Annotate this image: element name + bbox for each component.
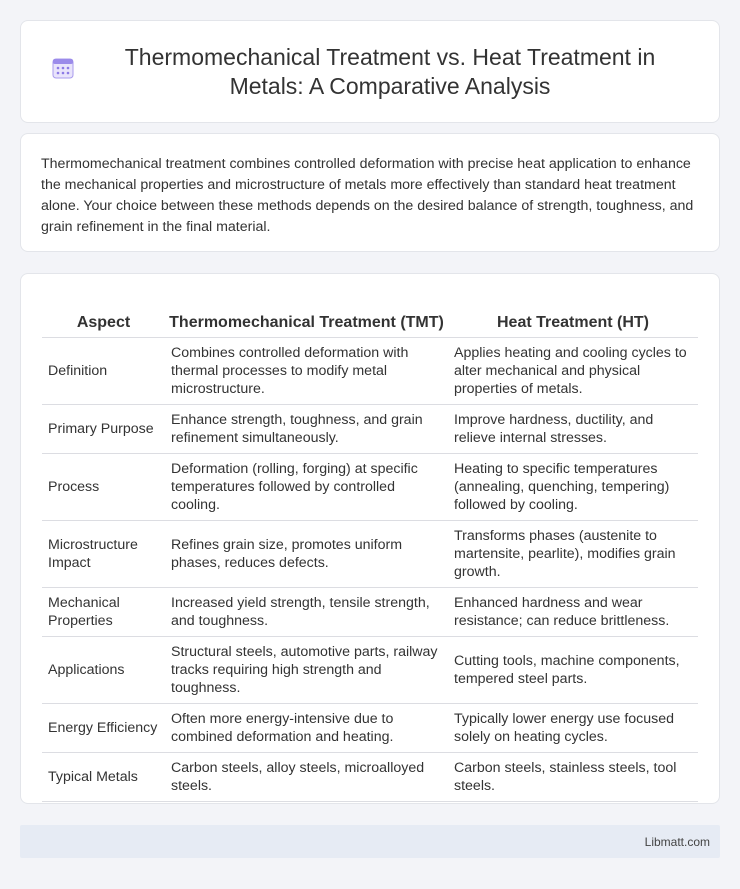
row-tmt-cell: Deformation (rolling, forging) at specific temperatures followed by controlled cooling. (165, 454, 448, 521)
row-tmt-cell: Refines grain size, promotes uniform phases, reduces defects. (165, 521, 448, 588)
title-card (20, 20, 720, 123)
row-ht-cell: Improve hardness, ductility, and relieve internal stresses. (448, 405, 698, 454)
row-tmt-cell: Often more energy-intensive due to combined deformation and heating. (165, 704, 448, 753)
comparison-table (42, 294, 698, 802)
row-ht-cell: Transforms phases (austenite to martensite, pearlite), modifies grain growth. (448, 521, 698, 588)
row-aspect-cell: Mechanical Properties (42, 588, 165, 637)
table-header-row (42, 294, 698, 338)
table-row (42, 454, 698, 521)
footer (20, 825, 720, 858)
row-aspect-cell: Applications (42, 637, 165, 704)
column-header-ht: Heat Treatment (HT) (448, 294, 698, 338)
row-tmt-cell: Carbon steels, alloy steels, microalloyed steels. (165, 753, 448, 802)
calendar-grid-icon (50, 55, 76, 81)
row-ht-cell: Applies heating and cooling cycles to alter mechanical and physical properties of metals. (448, 338, 698, 405)
row-ht-cell: Carbon steels, stainless steels, tool steels. (448, 753, 698, 802)
table-row (42, 704, 698, 753)
row-aspect-cell: Definition (42, 338, 165, 405)
row-aspect-cell: Process (42, 454, 165, 521)
intro-card (20, 133, 720, 252)
row-ht-cell: Typically lower energy use focused solely on heating cycles. (448, 704, 698, 753)
row-ht-cell: Heating to specific temperatures (annealing, quenching, tempering) followed by cooling. (448, 454, 698, 521)
table-row (42, 637, 698, 704)
row-aspect-cell: Energy Efficiency (42, 704, 165, 753)
table-row (42, 753, 698, 802)
row-aspect-cell: Microstructure Impact (42, 521, 165, 588)
title-wrap (50, 43, 690, 101)
intro-paragraph: Thermomechanical treatment combines controlled deformation with precise heat application to enhance the mechanical properties and microstructure of metals more effectively than standard heat treatment alone. Your choice between these methods depends on the desired balance of strength, toughness, and grain refinement in the final material. (41, 156, 694, 235)
table-row (42, 338, 698, 405)
row-ht-cell: Enhanced hardness and wear resistance; can reduce brittleness. (448, 588, 698, 637)
table-row (42, 521, 698, 588)
row-ht-cell: Cutting tools, machine components, tempered steel parts. (448, 637, 698, 704)
page-title: Thermomechanical Treatment vs. Heat Treatment in Metals: A Comparative Analysis (124, 43, 656, 99)
column-header-tmt: Thermomechanical Treatment (TMT) (165, 294, 448, 338)
row-tmt-cell: Enhance strength, toughness, and grain refinement simultaneously. (165, 405, 448, 454)
row-tmt-cell: Increased yield strength, tensile strength, and toughness. (165, 588, 448, 637)
column-header-aspect: Aspect (42, 294, 165, 338)
row-tmt-cell: Structural steels, automotive parts, railway tracks requiring high strength and toughness. (165, 637, 448, 704)
row-tmt-cell: Combines controlled deformation with thermal processes to modify metal microstructure. (165, 338, 448, 405)
row-aspect-cell: Typical Metals (42, 753, 165, 802)
table-row (42, 588, 698, 637)
row-aspect-cell: Primary Purpose (42, 405, 165, 454)
footer-site-link[interactable]: Libmatt.com (644, 834, 710, 849)
table-row (42, 405, 698, 454)
comparison-table-card (20, 273, 720, 804)
